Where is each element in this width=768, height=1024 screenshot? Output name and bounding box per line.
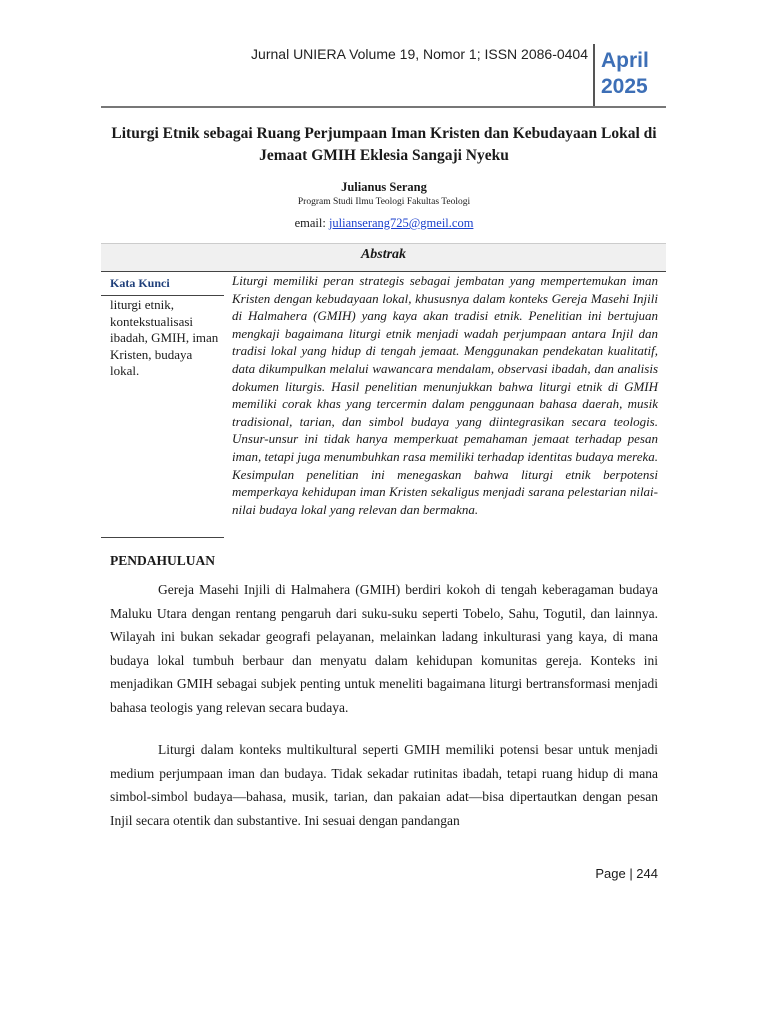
abstract-heading: Abstrak — [360, 247, 407, 262]
issue-date — [601, 48, 649, 100]
keywords-rule-bottom — [101, 537, 224, 538]
keywords-rule-top — [101, 295, 224, 296]
author-affiliation: Program Studi Ilmu Teologi Fakultas Teologi — [297, 197, 471, 207]
article-title: Liturgi Etnik sebagai Ruang Perjumpaan Iman Kristen dan Kebudayaan Lokal di Jemaat GMIH Eklesia Sangaji Nyeku — [111, 125, 657, 164]
email-prefix: email: — [294, 216, 329, 230]
header-divider — [593, 44, 595, 106]
body-paragraph-2: Liturgi dalam konteks multikultural seperti GMIH memiliki potensi besar untuk menjadi medium perjumpaan iman dan budaya. Tidak sekadar rutinitas ibadah, tetapi ruang hidup di mana simbol-simbol budaya—bahasa, musik, tarian, dan pakaian adat—bisa dipertautkan dengan pesan Injil secara otentik dan substantive. Ini sesuai dengan pandangan — [110, 742, 658, 828]
keywords-list: liturgi etnik, kontekstualisasi ibadah, GMIH, iman Kristen, budaya lokal. — [110, 297, 219, 378]
issue-month: April — [601, 49, 649, 72]
header-rule — [101, 106, 666, 108]
abstract-text: Liturgi memiliki peran strategis sebagai jembatan yang mempertemukan iman Kristen dengan kebudayaan lokal, khususnya dalam konteks Gereja Masehi Injili di Halmahera (GMIH) yang kaya akan tradisi etnik. Penelitian ini bertujuan mengkaji bagaimana liturgi etnik menjadi wadah perjumpaan antara Injil dan tradisi lokal yang hidup di tengah jemaat. Menggunakan pendekatan kualitatif, data dikumpulkan melalui wawancara mendalam, observasi ibadah, dan analisis dokumen liturgis. Hasil penelitian menunjukkan bahwa liturgi etnik di GMIH memiliki corak khas yang tercermin dalam penggunaan bahasa daerah, musik tradisional, tarian, dan simbol budaya yang diintegrasikan secara teologis. Unsur-unsur ini tidak hanya memperkuat pemahaman jemaat terhadap pesan iman, tetapi juga menumbuhkan rasa memiliki terhadap identitas budaya mereka. Kesimpulan penelitian ini menegaskan bahwa liturgi etnik berpotensi memperkaya kehidupan iman Kristen sekaligus menjadi sarana pelestarian nilai-nilai budaya lokal yang relevan dan bermakna. — [232, 273, 658, 517]
email-line — [100, 216, 668, 231]
email-link[interactable]: julianserang725@gmeil.com — [328, 216, 474, 230]
page-number: Page | 244 — [595, 866, 658, 881]
keywords-label: Kata Kunci — [110, 276, 170, 290]
section-heading: PENDAHULUAN — [110, 553, 216, 568]
journal-info: Jurnal UNIERA Volume 19, Nomor 1; ISSN 2086-0404 — [251, 46, 588, 62]
issue-year: 2025 — [601, 75, 648, 98]
abstract-header-bar — [101, 243, 666, 271]
body-paragraph-1: Gereja Masehi Injili di Halmahera (GMIH) berdiri kokoh di tengah keberagaman budaya Maluku Utara dengan rentang pengaruh dari suku-suku seperti Tobelo, Sahu, Togutil, dan lainnya. Wilayah ini bukan sekadar geografi pelayanan, melainkan ladang inkulturasi yang kaya, di mana budaya lokal tumbuh berbaur dan menyatu dalam kehidupan komunitas gereja. Konteks ini menjadikan GMIH sebagai subjek penting untuk meneliti bagaimana liturgi bertransformasi menjadi bahasa teologis yang relevan secara budaya. — [110, 582, 658, 715]
author-name: Julianus Serang — [341, 180, 427, 194]
